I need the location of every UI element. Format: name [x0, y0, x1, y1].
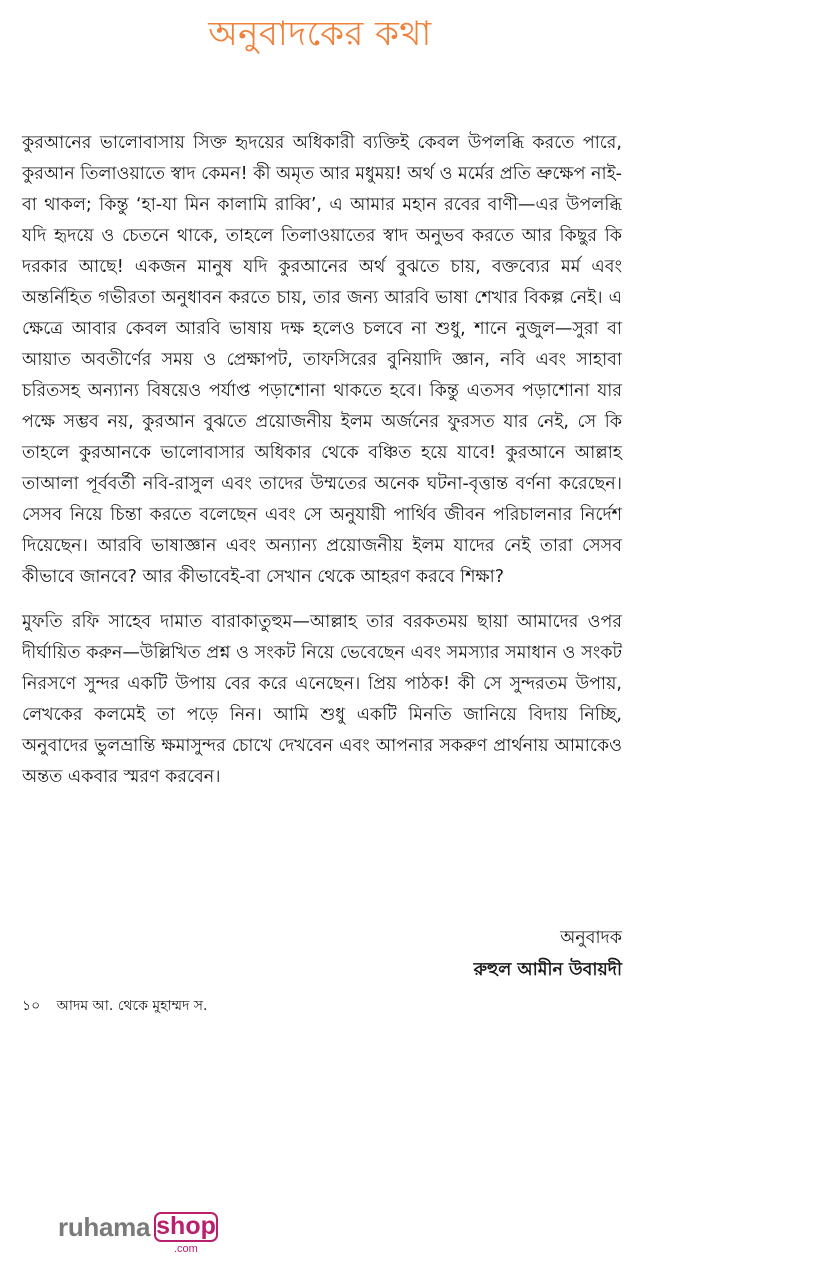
signature-role: অনুবাদক: [560, 928, 622, 948]
translator-signature: [300, 922, 622, 986]
ruhamashop-logo: [58, 1206, 238, 1262]
signature-name: রুহুল আমীন উবায়দী: [473, 960, 622, 980]
paragraph: মুফতি রফি সাহেব দামাত বারাকাতুহুম—আল্লাহ তার বরকতময় ছায়া আমাদের ওপর দীর্ঘায়িত করুন—উল্লিখিত প্রশ্ন ও সংকট নিয়ে ভেবেছেন এবং সমস্যার সমাধান ও সংকট নিরসণে সুন্দর একটি উপায় বের করে এনেছেন। প্রিয় পাঠক! কী সে সুন্দরতম উপায়, লেখকের কলমেই তা পড়ে নিন। আমি শুধু একটি মিনতি জানিয়ে বিদায় নিচ্ছি, অনুবাদের ভুলভ্রান্তি ক্ষমাসুন্দর চোখে দেখবেন এবং আপনার সকরুণ প্রার্থনায় আমাকেও অন্তত একবার স্মরণ করবেন।: [22, 612, 622, 787]
paragraph: কুরআনের ভালোবাসায় সিক্ত হৃদয়ের অধিকারী ব্যক্তিই কেবল উপলব্ধি করতে পারে, কুরআন তিলাওয়াতে স্বাদ কেমন! কী অমৃত আর মধুময়! অর্থ ও মর্মের প্রতি ভ্রুক্ষেপ নাই-বা থাকল; কিন্তু ‘হা-যা মিন কালামি রাব্বি’, এ আমার মহান রবের বাণী—এর উপলব্ধি যদি হৃদয়ে ও চেতনে থাকে, তাহলে তিলাওয়াতের স্বাদ অনুভব করতে আর কিছুর কি দরকার আছে! একজন মানুষ যদি কুরআনের অর্থ বুঝতে চায়, বক্তব্যের মর্ম এবং অন্তর্নিহিত গভীরতা অনুধাবন করতে চায়, তার জন্য আরবি ভাষা শেখার বিকল্প নেই। এ ক্ষেত্রে আবার কেবল আরবি ভাষায় দক্ষ হলেও চলবে না শুধু, শানে নুজুল—সুরা বা আয়াত অবতীর্ণের সময় ও প্রেক্ষাপট, তাফসিরের বুনিয়াদি জ্ঞান, নবি এবং সাহাবা চরিতসহ অন্যান্য বিষয়েও পর্যাপ্ত পড়াশোনা থাকতে হবে। কিন্তু এতসব পড়াশোনা যার পক্ষে সম্ভব নয়, কুরআন বুঝতে প্রয়োজনীয় ইলম অর্জনের ফুরসত যার নেই, সে কি তাহলে কুরআনকে ভালোবাসার অধিকার থেকে বঞ্চিত হয়ে যাবে! কুরআনে আল্লাহ তাআলা পূর্ববর্তী নবি-রাসুল এবং তাদের উম্মতের অনেক ঘটনা-বৃত্তান্ত বর্ণনা করেছেন। সেসব নিয়ে চিন্তা করতে বলেছেন এবং সে অনুযায়ী পার্থিব জীবন পরিচালনার নির্দেশ দিয়েছেন। আরবি ভাষাজ্ঞান এবং অন্যান্য প্রয়োজনীয় ইলম যাদের নেই তারা সেসব কীভাবে জানবে? আর কীভাবেই-বা সেখান থেকে আহরণ করবে শিক্ষা?: [22, 133, 622, 587]
logo-text-ruhama: ruhama: [58, 1212, 151, 1242]
logo-text-domain: .com: [174, 1243, 198, 1255]
book-title: আদম আ. থেকে মুহাম্মদ স.: [56, 998, 208, 1014]
logo-text-shop: shop: [154, 1212, 218, 1242]
page-number: ১০: [22, 998, 41, 1014]
page-title: অনুবাদকের কথা: [208, 14, 432, 54]
page-footer: [22, 996, 208, 1016]
body-text: [22, 128, 622, 793]
